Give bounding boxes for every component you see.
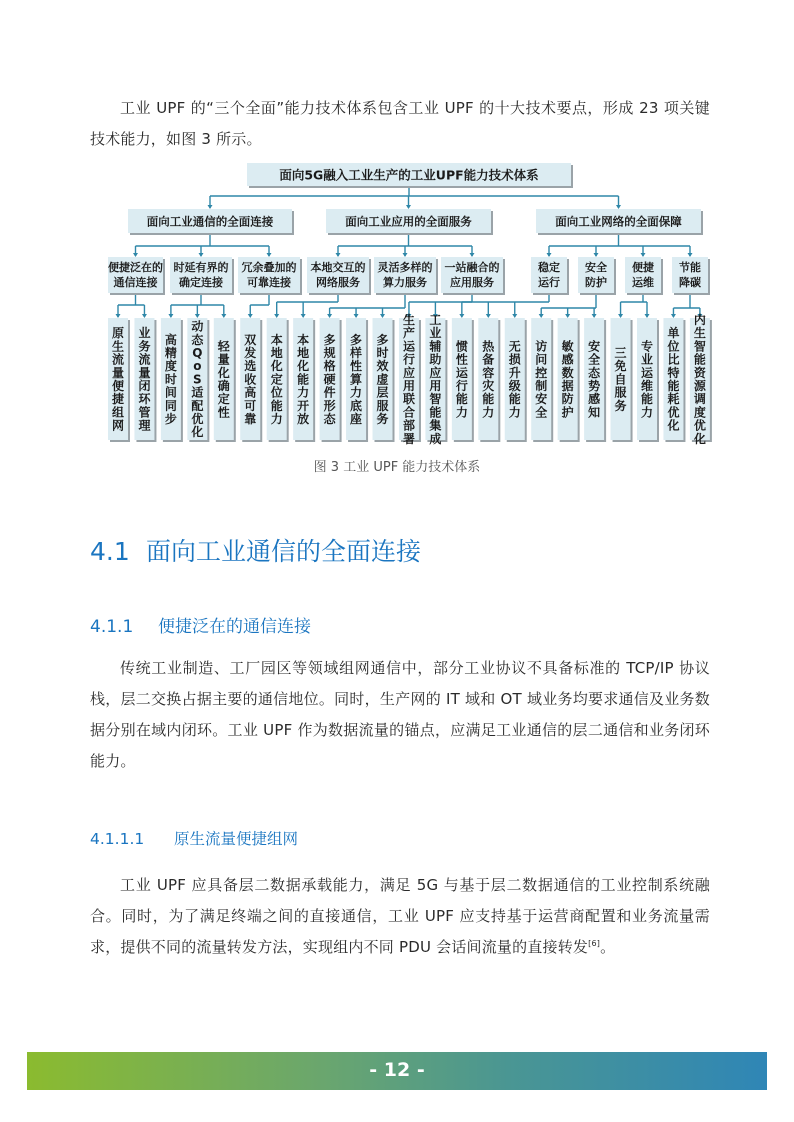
tech-point-label: 运维 [632, 276, 654, 289]
arrow-icon [618, 314, 623, 318]
arrow-icon [195, 314, 200, 318]
arrow-icon [688, 253, 693, 257]
section-heading-4-1 [90, 532, 421, 568]
tech-point-label: 降碳 [679, 276, 701, 289]
section-title: 面向工业通信的全面连接 [146, 537, 422, 566]
tech-point-label: 算力服务 [383, 276, 427, 289]
pillar-label: 面向工业网络的全面保障 [555, 214, 682, 229]
tech-point-label: 便捷泛在的 [108, 261, 163, 274]
capability-label: 安全态势感知 [588, 339, 601, 420]
capability-label: 高精度时间同步 [164, 332, 177, 426]
arrow-icon [301, 314, 306, 318]
page-footer [27, 1052, 767, 1090]
arrow-icon [133, 253, 138, 257]
arrow-icon [403, 253, 408, 257]
section-title: 原生流量便捷组网 [174, 830, 299, 848]
page-number: - 12 - [369, 1059, 425, 1081]
tech-point-label: 便捷 [632, 261, 654, 274]
capability-label: 单位比特能耗优化 [667, 326, 680, 433]
arrow-icon [641, 253, 646, 257]
tech-point-label: 时延有界的 [173, 261, 229, 274]
capability-label: 热备容灾能力 [482, 339, 495, 420]
section-number: 4.1 [90, 537, 130, 566]
arrow-icon [248, 314, 253, 318]
tech-point-label: 节能 [679, 261, 701, 274]
intro-paragraph: 工业 UPF 的“三个全面”能力技术体系包含工业 UPF 的十大技术要点，形成 23 项关键技术能力，如图 3 所示。 [90, 99, 710, 148]
arrow-icon [208, 205, 213, 209]
capability-label: 惯性运行能力 [455, 339, 468, 420]
tech-point-label: 可靠连接 [247, 276, 291, 289]
arrow-icon [671, 314, 676, 318]
arrow-icon [547, 253, 552, 257]
arrow-icon [539, 314, 544, 318]
arrow-icon [645, 314, 650, 318]
arrow-icon [406, 205, 411, 209]
arrow-icon [274, 314, 279, 318]
paragraph-4-1-1: 传统工业制造、工厂园区等领域组网通信中，部分工业协议不具备标准的 TCP/IP 协议栈，层二交换占据主要的通信地位。同时，生产网的 IT 域和 OT 域业务均要求通信及业务数据分别在域内闭环。工业 UPF 作为数据流量的锚点，应满足工业通信的层二通信和业务闭环能力。 [90, 659, 710, 770]
arrow-icon [199, 253, 204, 257]
tech-point-label: 稳定 [538, 261, 560, 274]
tech-point-label: 一站融合的 [444, 261, 500, 274]
capability-label: 访问控制安全 [535, 339, 548, 420]
arrow-icon [221, 314, 226, 318]
capability-label: 三免自服务 [614, 346, 627, 413]
section-number: 4.1.1 [90, 617, 134, 637]
capability-label: 本地化能力开放 [297, 332, 310, 426]
pillar-label: 面向工业通信的全面连接 [146, 214, 274, 229]
capability-label: 多规格硬件形态 [323, 332, 336, 426]
arrow-icon [354, 314, 359, 318]
capability-label: 双发选收高可靠 [244, 332, 257, 426]
tech-point-label: 通信连接 [113, 276, 158, 289]
paragraph-end: 。 [600, 938, 616, 956]
arrow-icon [470, 253, 475, 257]
root-label: 面向5G融入工业生产的工业UPF能力技术体系 [279, 167, 539, 183]
arrow-icon [116, 314, 121, 318]
arrow-icon [327, 314, 332, 318]
capability-label: 工业辅助应用智能集成 [429, 313, 442, 446]
capability-label: 生产运行应用联合部署 [402, 313, 415, 446]
figure-caption: 图 3 工业 UPF 能力技术体系 [313, 460, 481, 475]
capability-label: 动态 Q o S 适配优化 [191, 319, 204, 440]
tech-point-label: 确定连接 [179, 276, 223, 289]
capability-label: 敏感数据防护 [561, 339, 574, 420]
arrow-icon [594, 253, 599, 257]
arrow-icon [565, 314, 570, 318]
arrow-icon [459, 314, 464, 318]
arrow-icon [336, 253, 341, 257]
tech-point-label: 网络服务 [316, 276, 360, 289]
capability-label: 原生流量便捷组网 [111, 326, 125, 433]
arrow-icon [168, 314, 173, 318]
section-heading-4-1-1 [90, 612, 311, 637]
section-title: 便捷泛在的通信连接 [158, 617, 311, 637]
paragraph-text: 工业 UPF 应具备层二数据承载能力，满足 5G 与基于层二数据通信的工业控制系统融合。同时，为了满足终端之间的直接通信，工业 UPF 应支持基于运营商配置和业务流量需求，提供不同的流量转发方法，实现组内不同 PDU 会话间流量的直接转发 [90, 876, 710, 956]
reference-citation[interactable]: [6] [588, 939, 601, 948]
capability-label: 本地化定位能力 [270, 332, 283, 426]
section-number: 4.1.1.1 [90, 830, 145, 848]
capability-label: 业务流量闭环管理 [138, 326, 151, 433]
capability-label: 无损升级能力 [508, 339, 521, 420]
upf-capability-diagram [0, 0, 794, 460]
tech-point-label: 运行 [538, 276, 560, 289]
tech-point-label: 防护 [585, 276, 607, 289]
arrow-icon [380, 314, 385, 318]
tech-point-label: 冗余叠加的 [241, 261, 297, 274]
pillar-label: 面向工业应用的全面服务 [345, 214, 472, 229]
arrow-icon [512, 314, 517, 318]
capability-label: 多时效虚层服务 [376, 332, 389, 426]
paragraph-4-1-1-1 [90, 870, 710, 963]
tech-point-label: 灵活多样的 [377, 261, 433, 274]
capability-label: 专业运维能力 [640, 339, 654, 420]
arrow-icon [267, 253, 272, 257]
capability-label: 内生智能资源调度优化 [693, 313, 706, 446]
arrow-icon [486, 314, 491, 318]
section-heading-4-1-1-1 [90, 827, 298, 849]
tech-point-label: 应用服务 [450, 276, 494, 289]
arrow-icon [142, 314, 147, 318]
capability-label: 多样性算力底座 [350, 332, 363, 426]
tech-point-label: 本地交互的 [310, 261, 366, 274]
arrow-icon [616, 205, 621, 209]
arrow-icon [592, 314, 597, 318]
tech-point-label: 安全 [585, 261, 607, 274]
capability-label: 轻量化确定性 [217, 339, 230, 420]
